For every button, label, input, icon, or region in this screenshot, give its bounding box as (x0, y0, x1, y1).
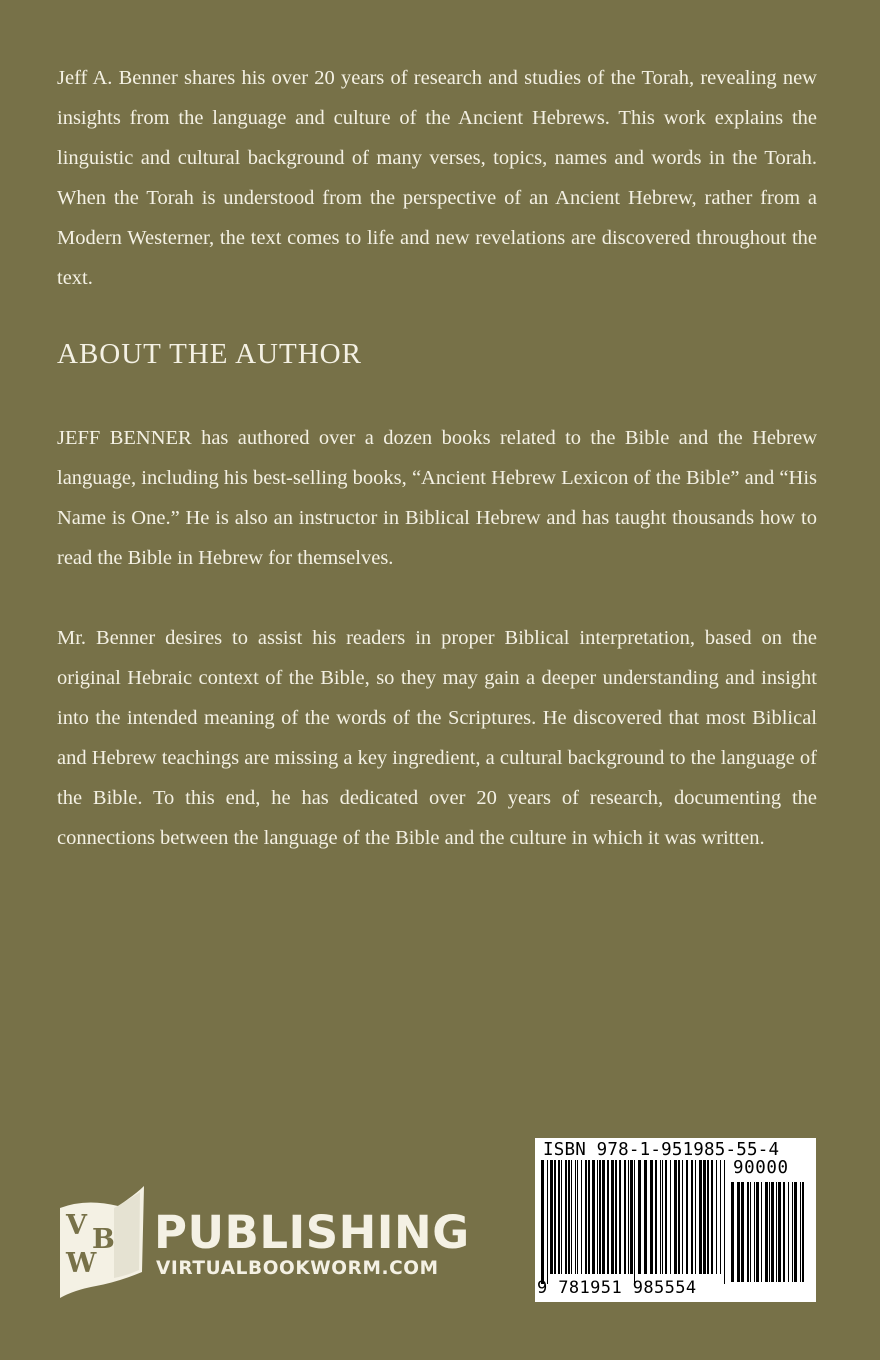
vbw-book-icon (56, 1186, 146, 1298)
barcode-bar (674, 1160, 677, 1274)
barcode-bar (561, 1160, 562, 1274)
barcode-bar (644, 1160, 647, 1274)
barcode-bar (630, 1160, 633, 1274)
barcode-bar (756, 1182, 759, 1282)
about-author-heading: ABOUT THE AUTHOR (57, 338, 362, 370)
ean-digits: 9 781951 985554 (537, 1278, 697, 1298)
barcode-bar (550, 1160, 553, 1274)
barcode-bar (695, 1160, 696, 1274)
barcode-bar (624, 1160, 626, 1274)
barcode-bar (547, 1160, 548, 1284)
barcode-bar (602, 1160, 605, 1274)
barcode-bar (597, 1160, 598, 1274)
barcode-bar (761, 1182, 762, 1282)
publisher-logo (56, 1186, 506, 1296)
barcode-bar (794, 1182, 797, 1282)
barcode-bar (691, 1160, 693, 1274)
barcode-bar (558, 1160, 560, 1274)
barcode-bar (665, 1160, 667, 1274)
barcode-bar (703, 1160, 706, 1274)
barcode-bar (754, 1182, 755, 1282)
barcode-bar (541, 1160, 544, 1284)
barcode-bar (575, 1160, 576, 1274)
barcode-bar (765, 1182, 768, 1282)
barcode-bar (741, 1182, 744, 1282)
barcode-bar (750, 1182, 751, 1282)
barcode-bar (660, 1160, 661, 1274)
barcode-bar (628, 1160, 629, 1274)
barcode-bar (554, 1160, 556, 1274)
barcode-bar (769, 1182, 770, 1282)
logo-letter-b: B (92, 1224, 115, 1255)
barcode-bar (716, 1160, 717, 1274)
barcode-bar (731, 1182, 734, 1282)
barcode-bar (585, 1160, 587, 1274)
barcode-bar (638, 1160, 641, 1274)
barcode-bar (699, 1160, 702, 1274)
bio-paragraph-2: Mr. Benner desires to assist his readers in proper Biblical interpretation, based on the original Hebraic context of the Bible, so they may gain a deeper understanding and insight into the intended meaning of the words of the Scriptures. He discovered that most Biblical and Hebrew teachings are missing a key ingredient, a cultural background to the language of the Bible. To this end, he has dedicated over 20 years of research, documenting the connections between the language of the Bible and the culture in which it was written. (57, 627, 817, 849)
barcode-bar (776, 1182, 777, 1282)
barcode-bar (802, 1182, 804, 1282)
barcode-bar (655, 1160, 657, 1274)
barcode-bar (662, 1160, 663, 1274)
barcode-bar (588, 1160, 590, 1274)
barcode-bar (599, 1160, 601, 1274)
barcode-bar (678, 1160, 680, 1274)
barcode-bar (788, 1182, 789, 1282)
isbn-barcode (535, 1138, 816, 1302)
barcode-bar (634, 1160, 635, 1284)
barcode-bar (592, 1160, 595, 1274)
barcode-bar (800, 1182, 801, 1282)
barcode-bar (711, 1160, 713, 1274)
barcode-bar (615, 1160, 617, 1274)
bio-paragraph-1: JEFF BENNER has authored over a dozen books related to the Bible and the Hebrew language, including his best-selling books, “Ancient Hebrew Lexicon of the Bible” and “His Name is One.” He is also an instructor in Biblical Hebrew and has taught thousands how to read the Bible in Hebrew for themselves. (57, 427, 817, 569)
barcode-bar (611, 1160, 614, 1274)
barcode-bar (682, 1160, 683, 1274)
barcode-bar (581, 1160, 582, 1274)
barcode-bars-main (541, 1160, 727, 1284)
barcode-bar (707, 1160, 709, 1274)
barcode-bars-addon (731, 1182, 811, 1292)
barcode-bar (771, 1182, 774, 1282)
barcode-bar (778, 1182, 781, 1282)
barcode-bar (783, 1182, 785, 1282)
barcode-bar (686, 1160, 688, 1274)
barcode-bar (792, 1182, 793, 1282)
intro-paragraph: Jeff A. Benner shares his over 20 years of research and studies of the Torah, revealing new insights from the language and culture of the Ancient Hebrews. This work explains the linguistic and cultural background of many verses, topics, names and words in the Torah. When the Torah is understood from the perspective of an Ancient Hebrew, rather from a Modern Westerner, the text comes to life and new revelations are discovered throughout the text. (57, 67, 817, 289)
barcode-bar (650, 1160, 653, 1274)
barcode-bar (607, 1160, 609, 1274)
barcode-bar (568, 1160, 570, 1274)
publisher-name: PUBLISHING (154, 1206, 470, 1259)
barcode-bar (619, 1160, 621, 1274)
price-code: 90000 (733, 1158, 789, 1178)
logo-letter-w: W (66, 1248, 97, 1279)
barcode-bar (724, 1160, 725, 1284)
publisher-url: VIRTUALBOOKWORM.COM (156, 1258, 439, 1279)
logo-letter-v: V (66, 1210, 87, 1241)
barcode-bar (565, 1160, 567, 1274)
barcode-bar (747, 1182, 749, 1282)
barcode-bar (571, 1160, 572, 1274)
isbn-label: ISBN 978-1-951985-55-4 (543, 1140, 780, 1160)
barcode-bar (720, 1160, 721, 1274)
barcode-bar (670, 1160, 671, 1274)
barcode-bar (737, 1182, 740, 1282)
barcode-bar (577, 1160, 578, 1274)
